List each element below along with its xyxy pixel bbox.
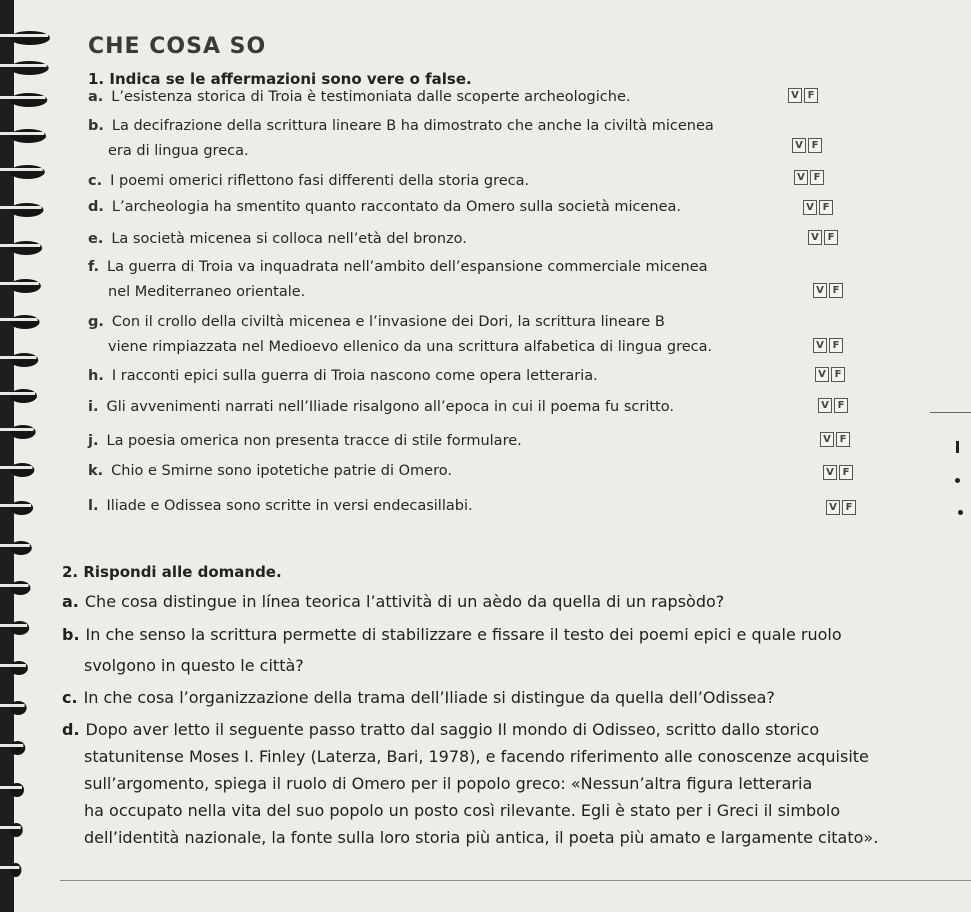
statement-item — [88, 172, 529, 190]
statement-text: L’esistenza storica di Troia è testimoniata dalle scoperte archeologiche. — [111, 89, 631, 105]
true-false-boxes — [813, 283, 843, 298]
true-false-boxes — [826, 500, 856, 515]
ring-highlight — [0, 282, 39, 285]
ring-highlight — [0, 584, 29, 587]
statement-letter: k. — [88, 463, 104, 479]
true-false-boxes — [813, 338, 843, 353]
binding-ring — [10, 661, 28, 675]
ring-highlight — [0, 64, 47, 67]
statement-item — [88, 432, 522, 450]
statement-letter: g. — [88, 314, 104, 330]
true-checkbox[interactable]: V — [813, 283, 827, 298]
statement-text-continued: era di lingua greca. — [108, 143, 249, 159]
statement-item — [88, 258, 708, 276]
question-text-continued — [84, 774, 812, 793]
statement-text: La guerra di Troia va inquadrata nell’ambito dell’espansione commerciale micenea — [107, 259, 708, 275]
ring-highlight — [0, 244, 40, 247]
binding-ring — [10, 61, 49, 75]
true-false-boxes — [815, 367, 845, 382]
question-item — [62, 688, 775, 707]
true-checkbox[interactable]: V — [788, 88, 802, 103]
statement-item — [88, 88, 631, 106]
section-1-title: 1. Indica se le affermazioni sono vere o false. — [88, 70, 472, 88]
statement-letter: f. — [88, 259, 100, 275]
true-false-boxes — [820, 432, 850, 447]
question-text: sull’argomento, spiega il ruolo di Omero per il popolo greco: «Nessun’altra figura letteraria — [84, 774, 813, 793]
ring-highlight — [0, 704, 25, 707]
statement-letter: h. — [88, 368, 104, 384]
statement-letter: i. — [88, 399, 99, 415]
question-item — [62, 720, 819, 739]
question-letter: d. — [62, 720, 80, 739]
ring-highlight — [0, 466, 32, 469]
margin-mark — [956, 441, 959, 453]
true-false-boxes — [808, 230, 838, 245]
false-checkbox[interactable]: F — [836, 432, 850, 447]
false-checkbox[interactable]: F — [839, 465, 853, 480]
true-false-boxes — [818, 398, 848, 413]
ring-highlight — [0, 392, 35, 395]
false-checkbox[interactable]: F — [824, 230, 838, 245]
true-checkbox[interactable]: V — [803, 200, 817, 215]
ring-highlight — [0, 504, 31, 507]
ring-highlight — [0, 168, 43, 171]
false-checkbox[interactable]: F — [804, 88, 818, 103]
statement-text: La decifrazione della scrittura lineare B ha dimostrato che anche la civiltà micenea — [111, 118, 714, 134]
true-false-boxes — [792, 138, 822, 153]
question-letter: b. — [62, 625, 80, 644]
ring-highlight — [0, 132, 44, 135]
ring-highlight — [0, 34, 48, 37]
statement-item — [88, 117, 714, 135]
statement-item — [88, 313, 665, 331]
question-text: statunitense Moses I. Finley (Laterza, Bari, 1978), e facendo riferimento alle conoscenze acquisite — [84, 747, 869, 766]
statement-text-continued: viene rimpiazzata nel Medioevo ellenico da una scrittura alfabetica di lingua greca. — [108, 339, 713, 355]
false-checkbox[interactable]: F — [831, 367, 845, 382]
statement-text: I poemi omerici riflettono fasi differenti della storia greca. — [110, 173, 530, 189]
binding-ring — [10, 279, 41, 293]
ring-highlight — [0, 206, 42, 209]
statement-text-continued: nel Mediterraneo orientale. — [108, 284, 306, 300]
binding-ring — [10, 315, 40, 329]
question-text-continued — [84, 747, 869, 766]
statement-text: Iliade e Odissea sono scritte in versi endecasillabi. — [106, 498, 473, 514]
statement-item — [88, 367, 598, 385]
true-checkbox[interactable]: V — [826, 500, 840, 515]
ring-highlight — [0, 318, 38, 321]
margin-dot — [958, 510, 963, 515]
question-text-continued — [84, 656, 304, 675]
statement-letter: a. — [88, 89, 104, 105]
binding-ring — [10, 541, 32, 555]
statement-item — [88, 398, 674, 416]
binding-spine — [0, 0, 60, 912]
statement-text: Chio e Smirne sono ipotetiche patrie di Omero. — [111, 463, 452, 479]
question-item — [62, 625, 842, 644]
true-checkbox[interactable]: V — [818, 398, 832, 413]
binding-ring — [10, 823, 23, 837]
statement-letter: e. — [88, 231, 104, 247]
binding-ring — [10, 501, 33, 515]
ring-highlight — [0, 428, 34, 431]
question-text-continued — [84, 828, 878, 847]
false-checkbox[interactable]: F — [842, 500, 856, 515]
false-checkbox[interactable]: F — [829, 283, 843, 298]
binding-ring — [10, 389, 37, 403]
binding-ring — [10, 241, 42, 255]
true-false-boxes — [794, 170, 824, 185]
binding-ring — [10, 203, 44, 217]
binding-ring — [10, 863, 21, 877]
true-checkbox[interactable]: V — [820, 432, 834, 447]
statement-letter: d. — [88, 199, 104, 215]
ring-highlight — [0, 664, 26, 667]
true-checkbox[interactable]: V — [823, 465, 837, 480]
true-checkbox[interactable]: V — [808, 230, 822, 245]
statement-letter: j. — [88, 433, 99, 449]
statement-letter: b. — [88, 118, 104, 134]
true-false-boxes — [788, 88, 818, 103]
statement-item — [88, 497, 473, 515]
binding-ring — [10, 701, 27, 715]
binding-ring — [10, 165, 45, 179]
question-text: ha occupato nella vita del suo popolo un posto così rilevante. Egli è stato per i Greci il simbolo — [84, 801, 841, 820]
binding-ring — [10, 31, 50, 45]
false-checkbox[interactable]: F — [829, 338, 843, 353]
binding-ring — [10, 581, 31, 595]
question-text: Che cosa distingue in línea teorica l’attività di un aèdo da quella di un rapsòdo? — [84, 592, 725, 611]
binding-ring — [10, 741, 25, 755]
binding-ring — [10, 129, 46, 143]
binding-ring — [10, 621, 29, 635]
ring-highlight — [0, 866, 19, 869]
false-checkbox[interactable]: F — [810, 170, 824, 185]
binding-ring — [10, 783, 24, 797]
section-2-title: 2. Rispondi alle domande. — [62, 563, 282, 581]
true-checkbox[interactable]: V — [813, 338, 827, 353]
statement-letter: l. — [88, 498, 99, 514]
ring-highlight — [0, 826, 21, 829]
question-letter: c. — [62, 688, 78, 707]
statement-text: I racconti epici sulla guerra di Troia nascono come opera letteraria. — [111, 368, 598, 384]
true-checkbox[interactable]: V — [794, 170, 808, 185]
question-text: dell’identità nazionale, la fonte sulla loro storia più antica, il poeta più amato e largamente citato». — [84, 828, 879, 847]
question-item — [62, 592, 724, 611]
ring-highlight — [0, 624, 27, 627]
true-checkbox[interactable]: V — [815, 367, 829, 382]
question-text: svolgono in questo le città? — [84, 656, 304, 675]
true-false-boxes — [803, 200, 833, 215]
margin-dot — [955, 478, 960, 483]
statement-text: La società micenea si colloca nell’età del bronzo. — [111, 231, 467, 247]
statement-item — [88, 198, 681, 216]
statement-item — [88, 230, 467, 248]
statement-text: Gli avvenimenti narrati nell’Iliade risalgono all’epoca in cui il poema fu scritto. — [106, 399, 674, 415]
ring-highlight — [0, 786, 22, 789]
question-letter: a. — [62, 592, 79, 611]
statement-text: Con il crollo della civiltà micenea e l’invasione dei Dori, la scrittura lineare B — [111, 314, 665, 330]
question-text: In che senso la scrittura permette di stabilizzare e fissare il testo dei poemi epici e quale ruolo — [85, 625, 842, 644]
margin-line — [930, 412, 971, 413]
binding-ring — [10, 463, 34, 477]
true-false-boxes — [823, 465, 853, 480]
binding-ring — [10, 425, 36, 439]
binding-ring — [10, 93, 47, 107]
ring-highlight — [0, 96, 45, 99]
bottom-rule — [60, 880, 971, 881]
ring-highlight — [0, 744, 23, 747]
binding-ring — [10, 353, 38, 367]
ring-highlight — [0, 356, 36, 359]
question-text: In che cosa l’organizzazione della trama dell’Iliade si distingue da quella dell’Odissea? — [83, 688, 775, 707]
question-text: Dopo aver letto il seguente passo tratto dal saggio Il mondo di Odisseo, scritto dallo storico — [85, 720, 820, 739]
false-checkbox[interactable]: F — [808, 138, 822, 153]
statement-letter: c. — [88, 173, 103, 189]
false-checkbox[interactable]: F — [834, 398, 848, 413]
question-text-continued — [84, 801, 840, 820]
true-checkbox[interactable]: V — [792, 138, 806, 153]
page-title: CHE COSA SO — [88, 34, 267, 59]
statement-item — [88, 462, 452, 480]
false-checkbox[interactable]: F — [819, 200, 833, 215]
statement-text: La poesia omerica non presenta tracce di stile formulare. — [106, 433, 522, 449]
statement-text: L’archeologia ha smentito quanto raccontato da Omero sulla società micenea. — [111, 199, 682, 215]
ring-highlight — [0, 544, 30, 547]
